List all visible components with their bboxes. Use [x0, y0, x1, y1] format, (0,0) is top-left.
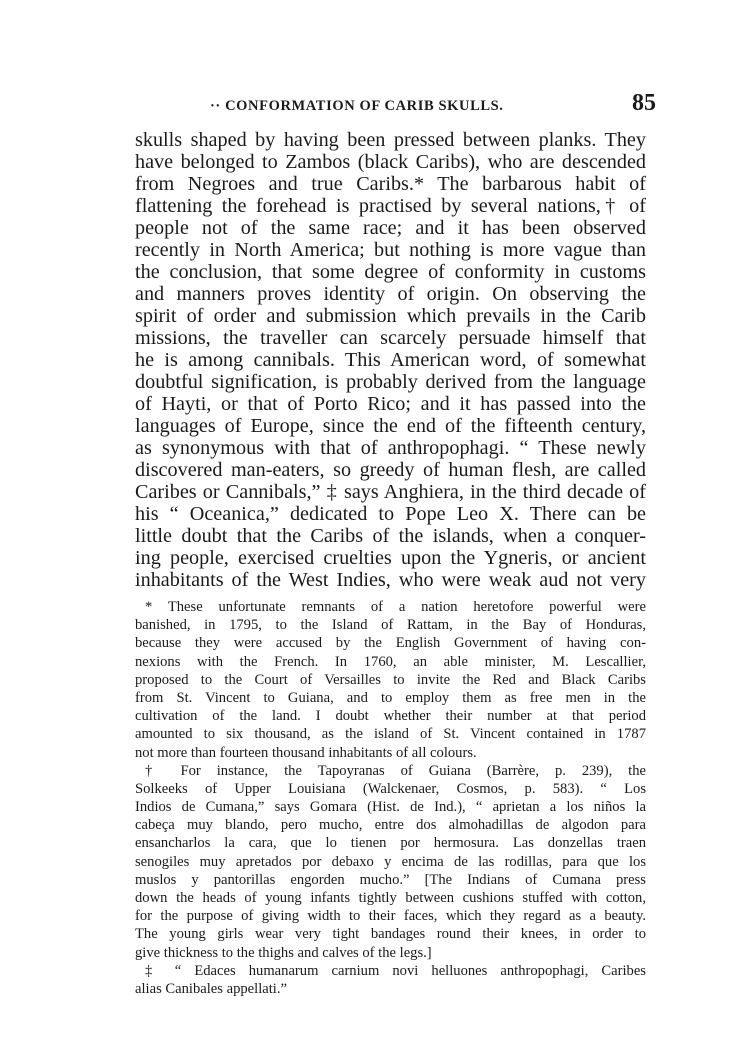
body-line: missions, the traveller can scarcely persuade himself that: [135, 327, 646, 349]
footnote-line: muslos y pantorillas engorden mucho.” [The Indians of Cumana press: [135, 871, 646, 888]
body-line: recently in North America; but nothing is more vague than: [135, 239, 646, 261]
footnote-line: because they were accused by the English Government of having con-: [135, 635, 646, 652]
body-line: his “ Oceanica,” dedicated to Pope Leo X. There can be: [135, 503, 646, 525]
footnote-line: banished, in 1795, to the Island of Rattam, in the Bay of Honduras,: [135, 617, 646, 634]
body-line: have belonged to Zambos (black Caribs), who are descended: [135, 151, 646, 173]
footnote-line: down the heads of young infants tightly between cushions stuffed with cotton,: [135, 890, 646, 906]
running-title: ·· CONFORMATION OF CARIB SKULLS.: [210, 98, 504, 114]
body-text: [135, 129, 646, 591]
footnote-line: not more than fourteen thousand inhabitants of all colours.: [135, 744, 477, 761]
footnote-line: amounted to six thousand, as the island of St. Vincent contained in 1787: [135, 726, 646, 743]
body-line: people not of the same race; and it has been observed: [135, 217, 646, 239]
footnote-line: cultivation of the land. I doubt whether their number at that period: [135, 708, 646, 725]
body-line: doubtful signification, is probably derived from the language: [135, 371, 646, 393]
footnote-line: from St. Vincent to Guiana, and to employ them as free men in the: [135, 689, 646, 706]
footnote-line: ensancharlos la cara, que lo tienen por hermosura. Las donzellas traen: [135, 835, 646, 852]
footnotes: [135, 598, 646, 998]
body-line: languages of Europe, since the end of the fifteenth century,: [135, 415, 646, 437]
page-number: 85: [632, 90, 656, 116]
body-line: he is among cannibals. This American word, of somewhat: [135, 349, 646, 371]
footnote-line: Solkeeks of Upper Louisiana (Walckenaer, Cosmos, p. 583). “ Los: [135, 780, 646, 797]
body-line: from Negroes and true Caribs.* The barbarous habit of: [135, 173, 646, 195]
footnote-line: * These unfortunate remnants of a nation heretofore powerful were: [145, 599, 646, 615]
page-header: [152, 90, 660, 124]
body-line: and manners proves identity of origin. On observing the: [135, 283, 646, 305]
body-line: of Hayti, or that of Porto Rico; and it has passed into the: [135, 393, 646, 415]
body-line: as synonymous with that of anthropophagi. “ These newly: [135, 437, 646, 459]
body-line: little doubt that the Caribs of the islands, when a conquer-: [135, 525, 646, 547]
body-line: ing people, exercised cruelties upon the Ygneris, or ancient: [135, 547, 646, 569]
footnote-line: † For instance, the Tapoyranas of Guiana (Barrère, p. 239), the: [145, 762, 646, 779]
footnote-line: give thickness to the thighs and calves of the legs.]: [135, 944, 432, 961]
body-line: skulls shaped by having been pressed between planks. They: [135, 129, 646, 151]
footnote-line: ‡ “ Edaces humanarum carnium novi helluones anthropophagi, Caribes: [145, 962, 646, 979]
body-line: discovered man-eaters, so greedy of human flesh, are called: [135, 459, 646, 481]
body-line: the conclusion, that some degree of conformity in customs: [135, 261, 646, 283]
footnote-line: The young girls wear very tight bandages round their knees, in order to: [135, 926, 646, 943]
body-line: Caribes or Cannibals,” ‡ says Anghiera, in the third decade of: [135, 481, 646, 503]
footnote-line: proposed to the Court of Versailles to invite the Red and Black Caribs: [135, 671, 646, 688]
footnote-line: nexions with the French. In 1760, an able minister, M. Lescallier,: [135, 653, 646, 670]
footnote-line: for the purpose of giving width to their faces, which they regard as a beauty.: [135, 908, 646, 925]
footnote-line: Indios de Cumana,” says Gomara (Hist. de Ind.), “ aprietan a los niños la: [135, 799, 646, 816]
footnote-line: alias Canibales appellati.”: [135, 980, 287, 997]
body-line: spirit of order and submission which prevails in the Carib: [135, 305, 646, 327]
footnote-line: cabeça muy blando, pero mucho, entre dos almohadillas de algodon para: [135, 817, 646, 834]
body-line: inhabitants of the West Indies, who were weak aud not very: [135, 569, 646, 591]
body-line: flattening the forehead is practised by several nations,† of: [135, 195, 646, 217]
footnote-line: senogiles muy apretados por debaxo y encima de las rodillas, para que los: [135, 853, 646, 870]
